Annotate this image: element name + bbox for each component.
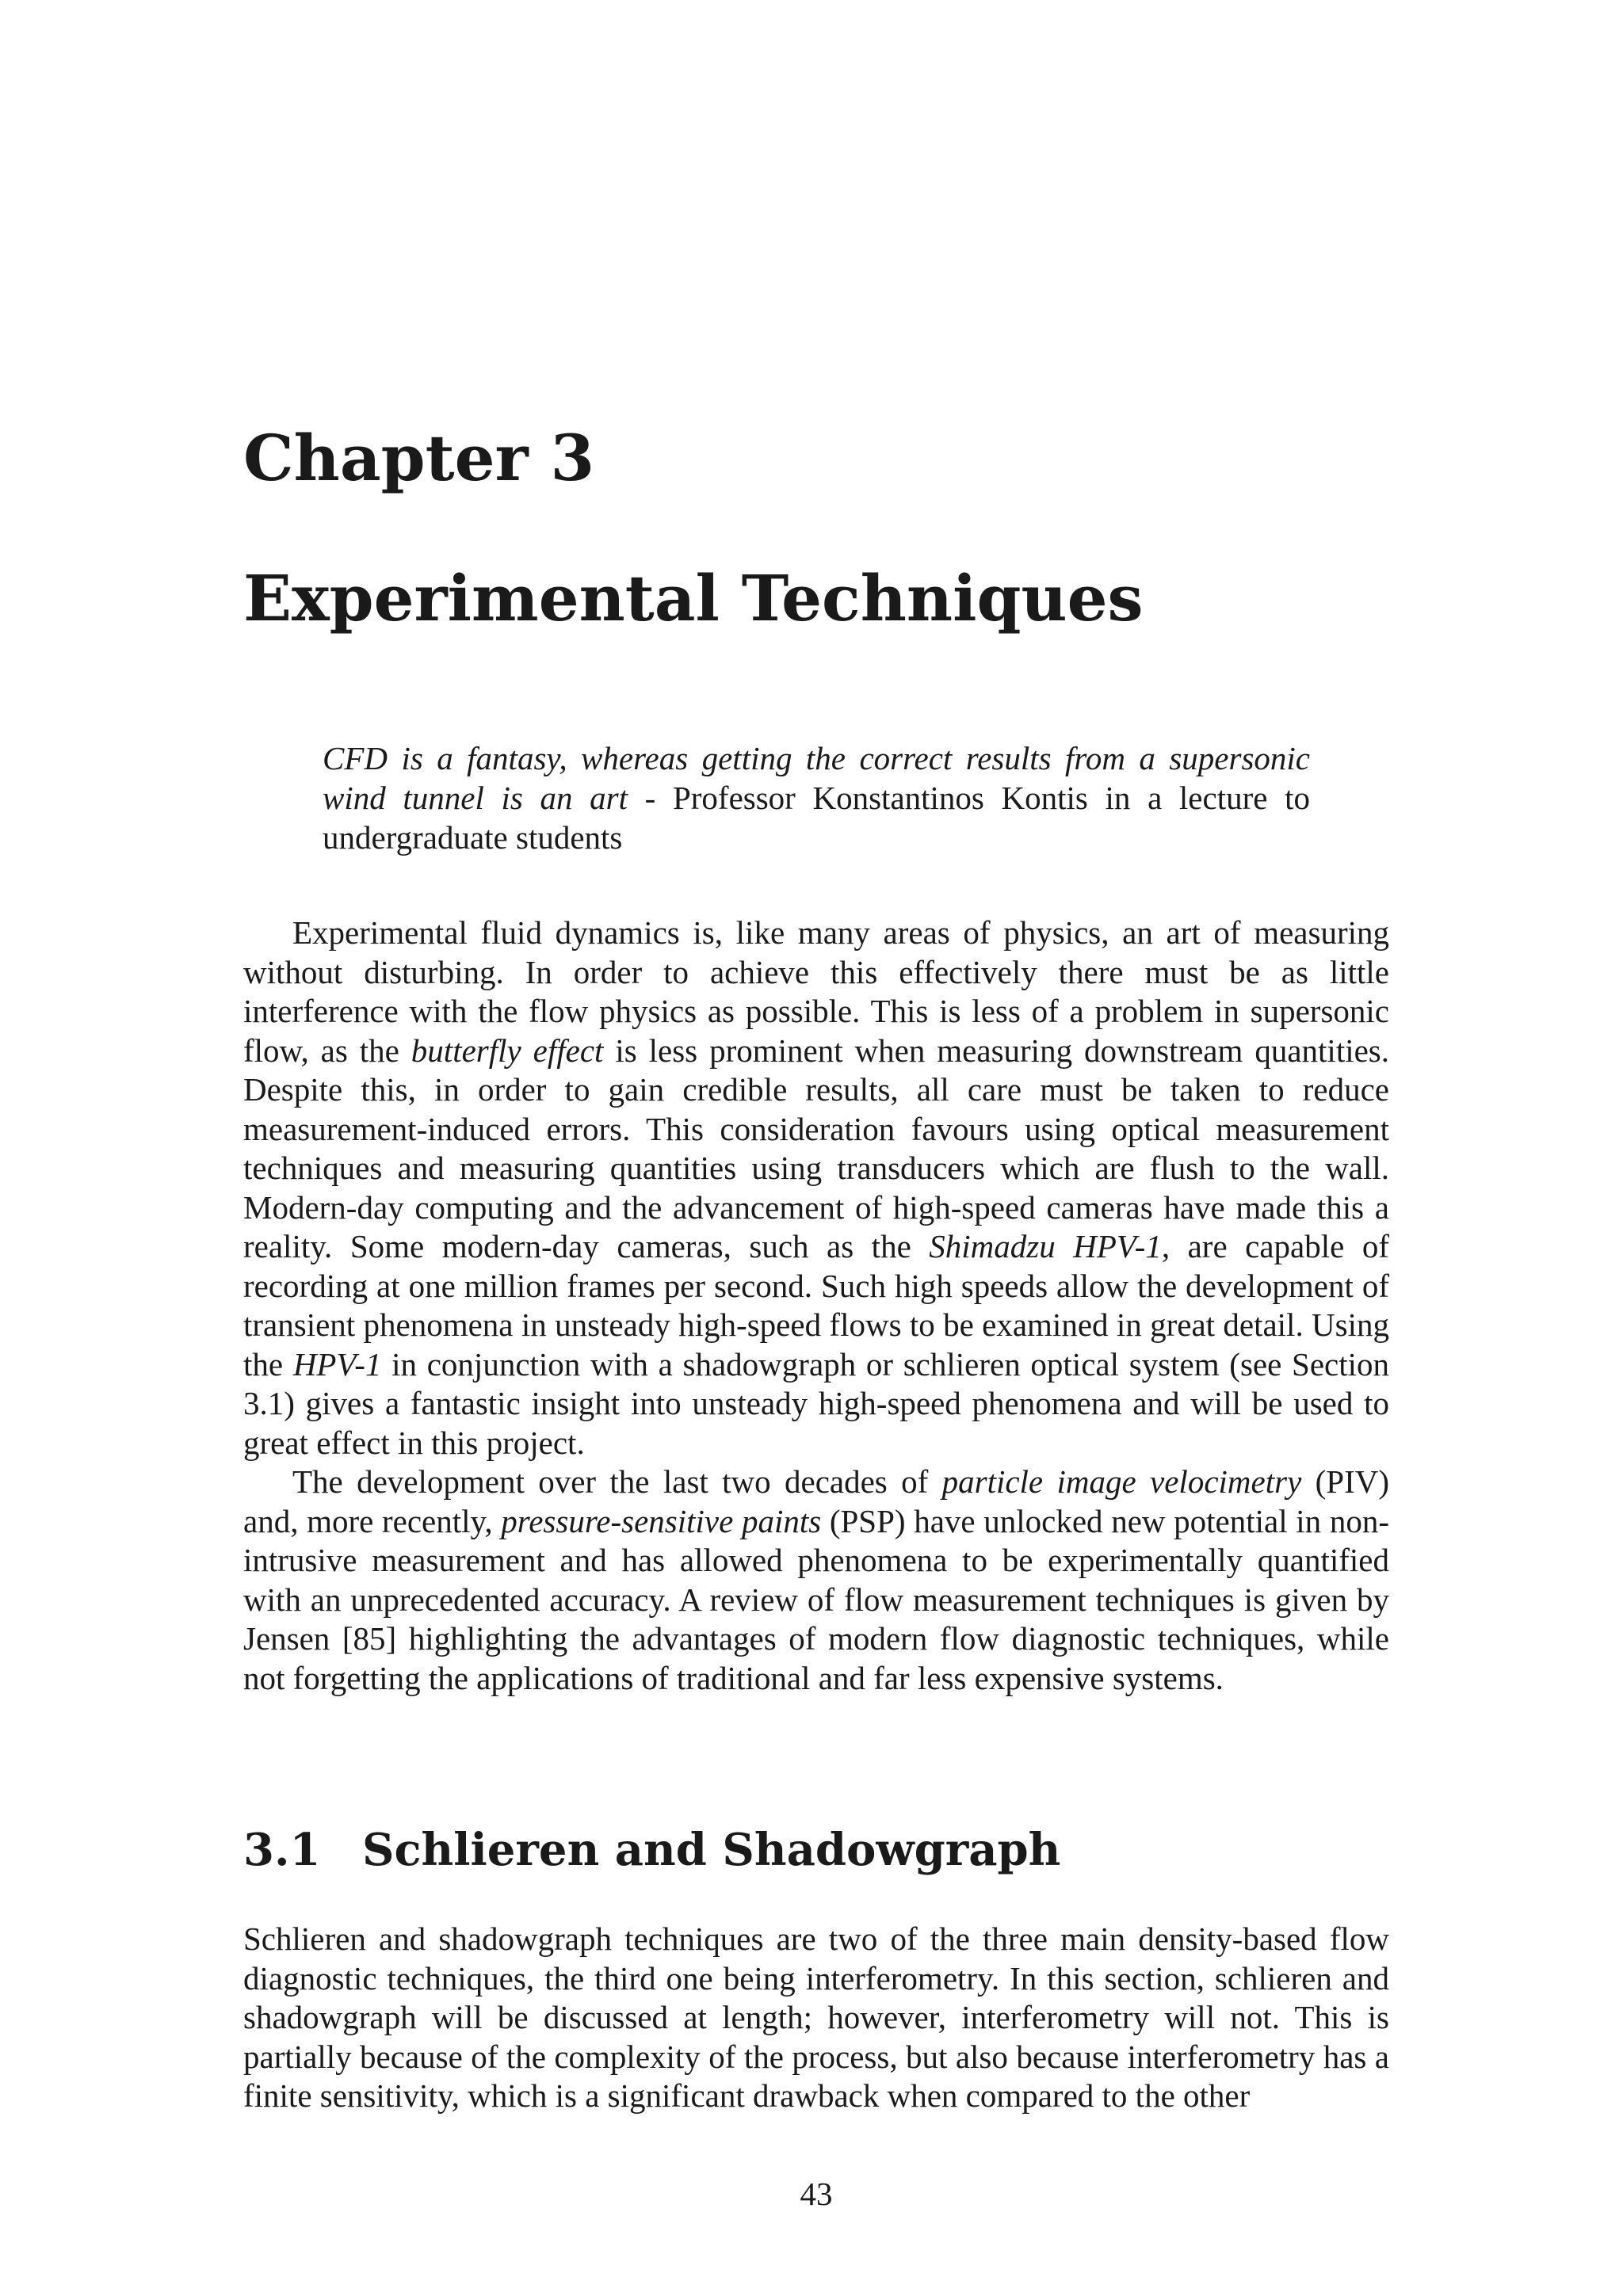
paragraph-intro — [243, 913, 1389, 1463]
emphasis-text: Shimadzu HPV-1 — [929, 1228, 1162, 1264]
chapter-label: Chapter 3 — [243, 421, 595, 495]
paragraph-text: in conjunction with a shadowgraph or schlieren optical system (see Section 3.1) gives a fantastic insight into unsteady high-speed phenomena and will be used to great effect in this project. — [243, 1345, 1389, 1461]
page-number: 43 — [800, 2176, 833, 2212]
paragraph-text: , are capable of recording at one million frames per second. Such high speeds allow the development of transient phenomena in unsteady high-speed flows to be examined in great detail. Using the — [243, 1228, 1389, 1383]
chapter-title: Experimental Techniques — [243, 561, 1144, 635]
epigraph — [323, 738, 1310, 857]
section-heading — [243, 1822, 1060, 1878]
paragraph-text: The development over the last two decades of — [292, 1463, 942, 1500]
paragraph-text: (PSP) have unlocked new potential in non-intrusive measurement and has allowed phenomena to be experimentally quantified with an unprecedented accuracy. A review of flow measurement techniques is given by Jensen [85] highlighting the advantages of modern flow diagnostic techniques, while not forgetting the applications of traditional and far less expensive systems. — [243, 1502, 1389, 1696]
paragraph-piv-psp — [243, 1463, 1389, 1698]
paragraph-text: Experimental fluid dynamics is, like many areas of physics, an art of measuring without disturbing. In order to achieve this effectively there must be as little interference with the flow physics as possible. This is less of a problem in supersonic flow, as the — [243, 914, 1389, 1069]
section-title: Schlieren and Shadowgraph — [362, 1824, 1061, 1876]
emphasis-text: HPV-1 — [292, 1345, 382, 1383]
paragraph-schlieren: Schlieren and shadowgraph techniques are two of the three main density-based flow diagnostic techniques, the third one being interferometry. In this section, schlieren and shadowgraph will be discussed at length; however, interferometry will not. This is partially because of the complexity of the process, but also because interferometry has a finite sensitivity, which is a significant drawback when compared to the other — [243, 1920, 1389, 2114]
emphasis-text: particle image velocimetry — [941, 1463, 1302, 1500]
emphasis-text: pressure-sensitive paints — [501, 1502, 822, 1539]
paragraph-text: (PIV) and, more recently, — [243, 1463, 1389, 1539]
epigraph-attribution: - Professor Konstantinos Kontis in a lecture to undergraduate students — [323, 780, 1310, 856]
paragraph-text: is less prominent when measuring downstream quantities. Despite this, in order to gain credible results, all care must be taken to reduce measurement-induced errors. This consideration favours using optical measurement techniques and measuring quantities using transducers which are flush to the wall. Modern-day computing and the advancement of high-speed cameras have made this a reality. Some modern-day cameras, such as the — [243, 1032, 1389, 1264]
epigraph-quote: CFD is a fantasy, whereas getting the correct results from a supersonic wind tunnel is an art — [323, 740, 1310, 816]
emphasis-text: butterfly effect — [411, 1032, 604, 1069]
section-number: 3.1 — [243, 1824, 321, 1876]
page — [243, 0, 1389, 2296]
